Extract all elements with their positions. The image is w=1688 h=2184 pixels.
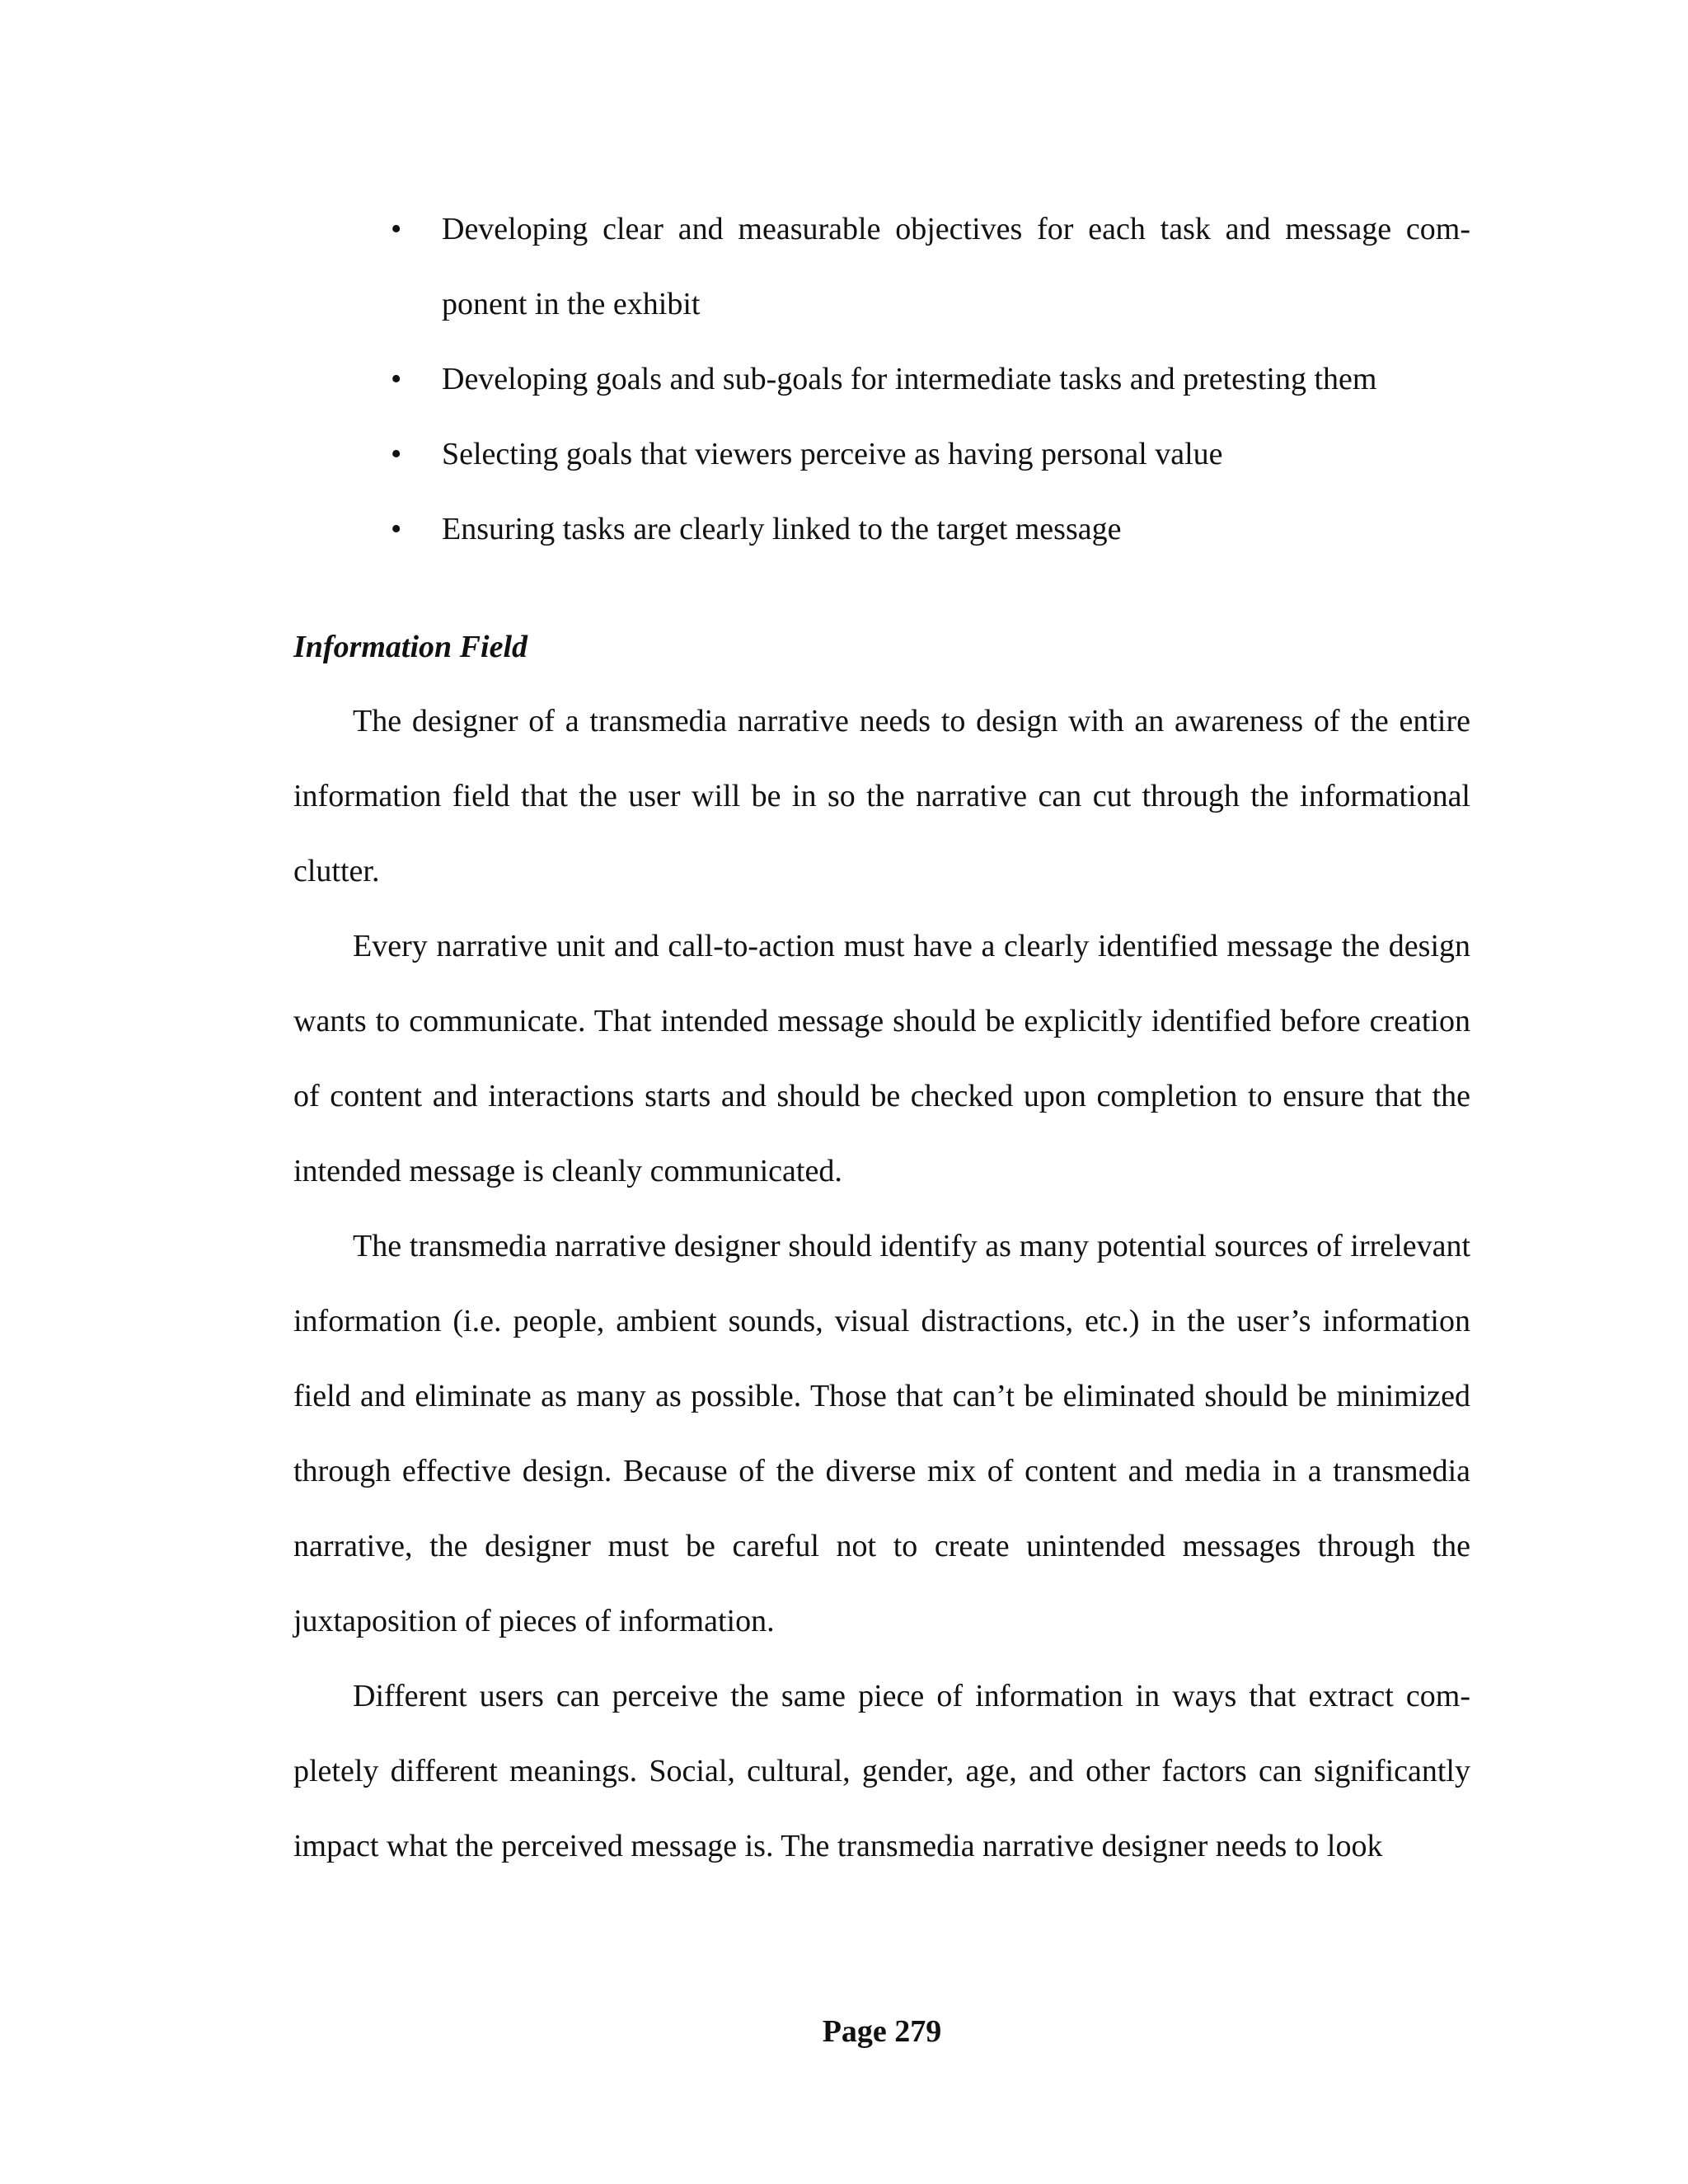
body-text bbox=[293, 684, 1470, 1884]
bullet-marker: • bbox=[391, 512, 402, 546]
paragraph: Different users can perceive the same piece of information in ways that extract completely different meanings. Social, cultural, gender, age, and other factors can significantly impact what the perceived message is. The transmedia narrative designer needs to look bbox=[293, 1679, 1470, 1863]
bullet-text: Ensuring tasks are clearly linked to the target message bbox=[442, 512, 1122, 546]
bullet-marker: • bbox=[391, 362, 402, 396]
section-heading: Information Field bbox=[293, 630, 528, 664]
bullet-marker: • bbox=[391, 437, 402, 471]
bullet-item bbox=[391, 417, 1470, 492]
bullet-item bbox=[391, 192, 1470, 342]
paragraph: Every narrative unit and call-to-action must have a clearly identified message the design wants to communicate. That intended message should be explicitly identified before creation of content and interactions starts and should be checked upon completion to ensure that the intended message is cleanly communicated. bbox=[293, 929, 1470, 1188]
bullet-text: Developing clear and measurable objectives for each task and message component in the exhibit bbox=[442, 212, 1470, 321]
bullet-item bbox=[391, 492, 1470, 567]
paragraph: The transmedia narrative designer should identify as many potential sources of irrelevant information (i.e. people, ambient sounds, visual distractions, etc.) in the user’s information field and eliminate as many as possible. Those that can’t be eliminated should be minimized through effective design. Because of the diverse mix of content and media in a transmedia narrative, the designer must be careful not to create unintended messages through the juxtaposition of pieces of information. bbox=[293, 1229, 1470, 1638]
bullet-marker: • bbox=[391, 212, 402, 246]
bullet-text: Selecting goals that viewers perceive as having personal value bbox=[442, 437, 1223, 471]
bullet-text: Developing goals and sub-goals for intermediate tasks and pretesting them bbox=[442, 362, 1377, 396]
bullet-item bbox=[391, 342, 1470, 417]
page-number: Page 279 bbox=[822, 2014, 942, 2049]
paragraph: The designer of a transmedia narrative needs to design with an awareness of the entire information field that the user will be in so the narrative can cut through the informational clutter. bbox=[293, 704, 1470, 888]
objectives-bullet-list bbox=[391, 192, 1470, 567]
